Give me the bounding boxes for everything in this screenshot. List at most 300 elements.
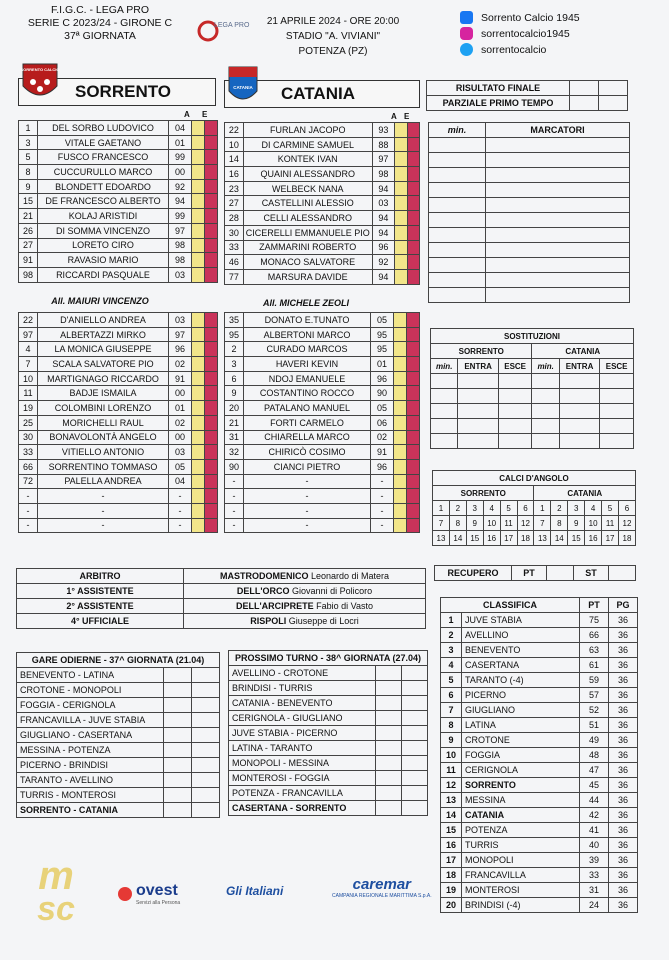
corner-number[interactable]: 3 [466, 501, 483, 516]
match-score-cell[interactable] [376, 786, 402, 801]
yellow-card-cell[interactable] [192, 518, 205, 533]
match-score-cell[interactable] [402, 711, 428, 726]
yellow-card-cell[interactable] [394, 327, 407, 342]
corner-number[interactable]: 16 [585, 531, 602, 546]
red-card-cell[interactable] [205, 313, 218, 328]
match-score-cell[interactable] [376, 696, 402, 711]
corner-number[interactable]: 2 [449, 501, 466, 516]
corner-number[interactable]: 12 [517, 516, 534, 531]
subs-cell[interactable] [458, 374, 498, 389]
subs-cell[interactable] [600, 374, 634, 389]
yellow-card-cell[interactable] [395, 225, 407, 240]
match-row [229, 756, 428, 771]
match-score-cell[interactable] [164, 758, 192, 773]
match-score-cell[interactable] [192, 743, 220, 758]
red-card-cell[interactable] [205, 342, 218, 357]
subs-col-header: min. [532, 359, 559, 374]
corner-number[interactable]: 8 [449, 516, 466, 531]
red-card-cell[interactable] [407, 152, 419, 167]
scorer-min-cell[interactable] [429, 168, 486, 183]
scorer-min-cell[interactable] [429, 198, 486, 213]
red-card-cell[interactable] [205, 223, 218, 238]
corner-number[interactable]: 15 [466, 531, 483, 546]
subs-cell[interactable] [532, 374, 559, 389]
red-card-cell[interactable] [205, 371, 218, 386]
standings-row [441, 883, 638, 898]
half-away-cell[interactable] [599, 96, 628, 111]
yellow-card-cell[interactable] [192, 371, 205, 386]
subs-cell[interactable] [559, 374, 599, 389]
scorer-min-cell[interactable] [429, 183, 486, 198]
match-score-cell[interactable] [376, 681, 402, 696]
yellow-card-cell[interactable] [192, 179, 205, 194]
corner-number[interactable]: 13 [433, 531, 450, 546]
subs-cell[interactable] [458, 434, 498, 449]
scorer-name-cell[interactable] [486, 213, 630, 228]
standings-pt-header: PT [580, 598, 609, 613]
standings-team: MESSINA [462, 793, 580, 808]
scorer-min-cell[interactable] [429, 288, 486, 303]
yellow-card-cell[interactable] [192, 313, 205, 328]
scorer-name-cell[interactable] [486, 288, 630, 303]
subs-cell[interactable] [498, 389, 532, 404]
yellow-card-cell[interactable] [192, 386, 205, 401]
yellow-card-cell[interactable] [192, 135, 205, 150]
match-score-cell[interactable] [376, 756, 402, 771]
subs-cell[interactable] [458, 389, 498, 404]
red-card-cell[interactable] [407, 137, 419, 152]
corner-number[interactable]: 1 [534, 501, 551, 516]
yellow-card-cell[interactable] [394, 357, 407, 372]
red-card-cell[interactable] [407, 357, 420, 372]
red-card-cell[interactable] [407, 503, 420, 518]
yellow-card-cell[interactable] [395, 196, 407, 211]
yellow-card-cell[interactable] [192, 415, 205, 430]
corner-number[interactable]: 7 [534, 516, 551, 531]
red-card-cell[interactable] [407, 167, 419, 182]
red-card-cell[interactable] [205, 518, 218, 533]
match-score-cell[interactable] [192, 728, 220, 743]
yellow-card-cell[interactable] [192, 459, 205, 474]
corner-number[interactable]: 18 [517, 531, 534, 546]
scorer-name-cell[interactable] [486, 228, 630, 243]
scorer-row [429, 153, 630, 168]
yellow-card-cell[interactable] [394, 459, 407, 474]
yellow-card-cell[interactable] [395, 152, 407, 167]
red-card-cell[interactable] [205, 121, 218, 136]
standings-pos: 4 [441, 658, 462, 673]
player-number: - [19, 518, 38, 533]
match-score-cell[interactable] [164, 683, 192, 698]
corner-number[interactable]: 8 [551, 516, 568, 531]
yellow-card-cell[interactable] [192, 474, 205, 489]
match-score-cell[interactable] [376, 801, 402, 816]
corner-number[interactable]: 9 [568, 516, 585, 531]
red-card-cell[interactable] [205, 459, 218, 474]
red-card-cell[interactable] [205, 474, 218, 489]
match-name: LATINA - TARANTO [229, 741, 376, 756]
yellow-card-cell[interactable] [394, 518, 407, 533]
corner-number[interactable]: 7 [433, 516, 450, 531]
official-row [17, 569, 426, 584]
yellow-card-cell[interactable] [394, 342, 407, 357]
subs-cell[interactable] [600, 434, 634, 449]
social-twitter[interactable] [460, 43, 546, 56]
scorer-name-cell[interactable] [486, 138, 630, 153]
subs-cell[interactable] [431, 374, 458, 389]
player-row [19, 474, 218, 489]
player-name: - [38, 518, 169, 533]
match-score-cell[interactable] [402, 771, 428, 786]
yellow-card-cell[interactable] [394, 386, 407, 401]
social-facebook[interactable] [460, 11, 580, 24]
yellow-card-cell[interactable] [192, 489, 205, 504]
match-score-cell[interactable] [402, 801, 428, 816]
corner-number[interactable]: 16 [483, 531, 500, 546]
subs-cell[interactable] [498, 374, 532, 389]
match-score-cell[interactable] [402, 681, 428, 696]
subs-cell[interactable] [532, 434, 559, 449]
scorer-min-cell[interactable] [429, 258, 486, 273]
recupero-pt-cell[interactable] [547, 566, 574, 581]
red-card-cell[interactable] [205, 489, 218, 504]
red-card-cell[interactable] [205, 267, 218, 282]
red-card-cell[interactable] [407, 240, 419, 255]
match-score-cell[interactable] [164, 728, 192, 743]
match-score-cell[interactable] [402, 786, 428, 801]
red-card-cell[interactable] [407, 123, 419, 138]
player-name: BONAVOLONTÀ ANGELO [38, 430, 169, 445]
red-card-cell[interactable] [205, 327, 218, 342]
match-score-cell[interactable] [192, 803, 220, 818]
match-name: BENEVENTO - LATINA [17, 668, 164, 683]
corner-number[interactable]: 17 [602, 531, 619, 546]
yellow-card-cell[interactable] [192, 503, 205, 518]
player-row [19, 238, 218, 253]
red-card-cell[interactable] [407, 518, 420, 533]
player-row [225, 503, 420, 518]
yellow-card-cell[interactable] [192, 253, 205, 268]
corner-number[interactable]: 3 [568, 501, 585, 516]
official-name [184, 584, 426, 599]
match-score-cell[interactable] [164, 668, 192, 683]
yellow-card-cell[interactable] [192, 121, 205, 136]
yellow-card-cell[interactable] [192, 445, 205, 460]
home-starters-table [18, 120, 218, 283]
player-row [225, 240, 420, 255]
match-score-cell[interactable] [376, 771, 402, 786]
subs-cell[interactable] [498, 419, 532, 434]
standings-points: 63 [580, 643, 609, 658]
scorer-name-cell[interactable] [486, 243, 630, 258]
player-year: 01 [371, 357, 394, 372]
subs-cell[interactable] [431, 404, 458, 419]
scorer-name-cell[interactable] [486, 273, 630, 288]
red-card-cell[interactable] [205, 445, 218, 460]
corner-number[interactable]: 4 [483, 501, 500, 516]
red-card-cell[interactable] [407, 342, 420, 357]
yellow-card-cell[interactable] [395, 269, 407, 284]
player-year: 88 [372, 137, 394, 152]
standings-played: 36 [609, 823, 638, 838]
player-name: - [244, 489, 371, 504]
scorer-min-cell[interactable] [429, 153, 486, 168]
match-score-cell[interactable] [164, 698, 192, 713]
subs-cell[interactable] [532, 419, 559, 434]
player-row [19, 518, 218, 533]
subs-cell[interactable] [600, 419, 634, 434]
corner-number[interactable]: 10 [585, 516, 602, 531]
player-row [19, 150, 218, 165]
match-score-cell[interactable] [376, 741, 402, 756]
social-text: sorrentocalcio [481, 43, 547, 56]
standings-points: 59 [580, 673, 609, 688]
red-card-cell[interactable] [407, 415, 420, 430]
yellow-card-cell[interactable] [192, 357, 205, 372]
red-card-cell[interactable] [407, 371, 420, 386]
player-name: D'ANIELLO ANDREA [38, 313, 169, 328]
red-card-cell[interactable] [205, 194, 218, 209]
red-card-cell[interactable] [407, 225, 419, 240]
red-card-cell[interactable] [205, 401, 218, 416]
red-card-cell[interactable] [407, 255, 419, 270]
match-score-cell[interactable] [164, 773, 192, 788]
standings-pos: 17 [441, 853, 462, 868]
red-card-cell[interactable] [205, 430, 218, 445]
subs-cell[interactable] [458, 404, 498, 419]
scorer-row [429, 228, 630, 243]
match-score-cell[interactable] [192, 668, 220, 683]
subs-cell[interactable] [559, 404, 599, 419]
match-score-cell[interactable] [192, 683, 220, 698]
red-card-cell[interactable] [407, 313, 420, 328]
corner-number[interactable]: 11 [602, 516, 619, 531]
subs-cell[interactable] [559, 434, 599, 449]
match-row [229, 771, 428, 786]
corner-number[interactable]: 6 [618, 501, 635, 516]
subs-cell[interactable] [532, 389, 559, 404]
player-number: 2 [225, 342, 244, 357]
subs-cell[interactable] [600, 404, 634, 419]
yellow-card-cell[interactable] [192, 267, 205, 282]
red-card-cell[interactable] [205, 179, 218, 194]
player-number: - [225, 503, 244, 518]
match-score-cell[interactable] [402, 741, 428, 756]
red-card-cell[interactable] [205, 503, 218, 518]
red-card-cell[interactable] [205, 253, 218, 268]
scorer-row [429, 213, 630, 228]
recupero-st-cell[interactable] [609, 566, 636, 581]
red-card-cell[interactable] [205, 238, 218, 253]
instagram-icon [460, 27, 473, 40]
player-year: 94 [372, 211, 394, 226]
corner-number[interactable]: 6 [517, 501, 534, 516]
yellow-card-cell[interactable] [192, 150, 205, 165]
red-card-cell[interactable] [205, 135, 218, 150]
subs-cell[interactable] [458, 419, 498, 434]
match-score-cell[interactable] [164, 788, 192, 803]
corner-number[interactable]: 4 [585, 501, 602, 516]
yellow-card-cell[interactable] [192, 327, 205, 342]
match-name: PICERNO - BRINDISI [17, 758, 164, 773]
player-name: ZAMMARINI ROBERTO [243, 240, 372, 255]
corner-number[interactable]: 12 [618, 516, 635, 531]
corner-number[interactable]: 13 [534, 531, 551, 546]
substitutions-title: SOSTITUZIONI [431, 329, 634, 344]
red-card-cell[interactable] [205, 165, 218, 180]
subs-cell[interactable] [498, 434, 532, 449]
red-card-cell[interactable] [407, 269, 419, 284]
match-row [229, 696, 428, 711]
corner-number[interactable]: 5 [602, 501, 619, 516]
scorer-min-cell[interactable] [429, 138, 486, 153]
yellow-card-cell[interactable] [394, 371, 407, 386]
yellow-card-cell[interactable] [394, 489, 407, 504]
standings-played: 36 [609, 703, 638, 718]
standings-team: PICERNO [462, 688, 580, 703]
official-name [184, 569, 426, 584]
corner-number[interactable]: 9 [466, 516, 483, 531]
corner-number[interactable]: 18 [618, 531, 635, 546]
player-name: PATALANO MANUEL [244, 401, 371, 416]
subs-cell[interactable] [532, 404, 559, 419]
yellow-card-cell[interactable] [395, 211, 407, 226]
subs-cell[interactable] [431, 389, 458, 404]
match-score-cell[interactable] [402, 756, 428, 771]
match-score-cell[interactable] [192, 773, 220, 788]
yellow-card-cell[interactable] [394, 415, 407, 430]
match-score-cell[interactable] [164, 713, 192, 728]
corner-number[interactable]: 17 [500, 531, 517, 546]
yellow-card-cell[interactable] [395, 181, 407, 196]
yellow-card-cell[interactable] [394, 503, 407, 518]
yellow-card-cell[interactable] [395, 167, 407, 182]
match-score-cell[interactable] [376, 666, 402, 681]
match-score-cell[interactable] [402, 726, 428, 741]
yellow-card-cell[interactable] [394, 430, 407, 445]
red-card-cell[interactable] [407, 211, 419, 226]
yellow-card-cell[interactable] [192, 165, 205, 180]
final-home-cell[interactable] [570, 81, 599, 96]
corner-number[interactable]: 1 [433, 501, 450, 516]
red-card-cell[interactable] [407, 459, 420, 474]
player-number: 31 [225, 430, 244, 445]
scorer-name-cell[interactable] [486, 183, 630, 198]
scorer-name-cell[interactable] [486, 153, 630, 168]
standings-pos: 6 [441, 688, 462, 703]
scorer-min-cell[interactable] [429, 228, 486, 243]
match-score-cell[interactable] [402, 696, 428, 711]
match-score-cell[interactable] [164, 803, 192, 818]
yellow-card-cell[interactable] [192, 342, 205, 357]
match-score-cell[interactable] [192, 758, 220, 773]
red-card-cell[interactable] [205, 209, 218, 224]
yellow-card-cell[interactable] [192, 223, 205, 238]
red-card-cell[interactable] [407, 386, 420, 401]
corner-number[interactable]: 5 [500, 501, 517, 516]
red-card-cell[interactable] [407, 489, 420, 504]
red-card-cell[interactable] [407, 196, 419, 211]
subs-cell[interactable] [559, 419, 599, 434]
corner-number[interactable]: 2 [551, 501, 568, 516]
yellow-card-cell[interactable] [394, 313, 407, 328]
scorer-name-cell[interactable] [486, 168, 630, 183]
scorers-title: MARCATORI [486, 123, 630, 138]
match-score-cell[interactable] [192, 788, 220, 803]
scorer-min-cell[interactable] [429, 273, 486, 288]
subs-cell[interactable] [498, 404, 532, 419]
match-score-cell[interactable] [376, 726, 402, 741]
subs-cell[interactable] [431, 434, 458, 449]
yellow-card-cell[interactable] [395, 255, 407, 270]
red-card-cell[interactable] [407, 445, 420, 460]
yellow-card-cell[interactable] [192, 238, 205, 253]
match-name: FOGGIA - CERIGNOLA [17, 698, 164, 713]
yellow-card-cell[interactable] [192, 401, 205, 416]
half-home-cell[interactable] [570, 96, 599, 111]
yellow-card-cell[interactable] [395, 123, 407, 138]
social-instagram[interactable] [460, 27, 570, 40]
corner-number[interactable]: 14 [449, 531, 466, 546]
scorer-row [429, 183, 630, 198]
match-row [17, 803, 220, 818]
red-card-cell[interactable] [205, 150, 218, 165]
player-year: 01 [169, 401, 192, 416]
red-card-cell[interactable] [205, 415, 218, 430]
corner-number[interactable]: 15 [568, 531, 585, 546]
scorer-name-cell[interactable] [486, 258, 630, 273]
yellow-card-cell[interactable] [394, 401, 407, 416]
red-card-cell[interactable] [407, 430, 420, 445]
yellow-card-cell[interactable] [394, 474, 407, 489]
subs-cell[interactable] [431, 419, 458, 434]
yellow-card-cell[interactable] [192, 209, 205, 224]
red-card-cell[interactable] [407, 474, 420, 489]
match-score-cell[interactable] [192, 698, 220, 713]
corner-number[interactable]: 10 [483, 516, 500, 531]
home-coach: All. MAIURI VINCENZO [51, 296, 149, 306]
subs-cell[interactable] [600, 389, 634, 404]
scorer-name-cell[interactable] [486, 198, 630, 213]
standings-pos: 15 [441, 823, 462, 838]
yellow-card-cell[interactable] [192, 430, 205, 445]
red-card-cell[interactable] [407, 181, 419, 196]
yellow-card-cell[interactable] [395, 137, 407, 152]
red-card-cell[interactable] [407, 327, 420, 342]
standings-row [441, 748, 638, 763]
match-row [229, 786, 428, 801]
final-result-label: RISULTATO FINALE [427, 81, 570, 96]
red-card-cell[interactable] [205, 386, 218, 401]
scorer-min-cell[interactable] [429, 243, 486, 258]
red-card-cell[interactable] [205, 357, 218, 372]
yellow-card-cell[interactable] [394, 445, 407, 460]
match-score-cell[interactable] [192, 713, 220, 728]
standings-played: 36 [609, 793, 638, 808]
corner-number[interactable]: 11 [500, 516, 517, 531]
scorer-min-cell[interactable] [429, 213, 486, 228]
standings-points: 66 [580, 628, 609, 643]
corner-number[interactable]: 14 [551, 531, 568, 546]
match-score-cell[interactable] [376, 711, 402, 726]
subs-cell[interactable] [559, 389, 599, 404]
final-away-cell[interactable] [599, 81, 628, 96]
match-score-cell[interactable] [402, 666, 428, 681]
yellow-card-cell[interactable] [192, 194, 205, 209]
yellow-card-cell[interactable] [395, 240, 407, 255]
red-card-cell[interactable] [407, 401, 420, 416]
match-score-cell[interactable] [164, 743, 192, 758]
